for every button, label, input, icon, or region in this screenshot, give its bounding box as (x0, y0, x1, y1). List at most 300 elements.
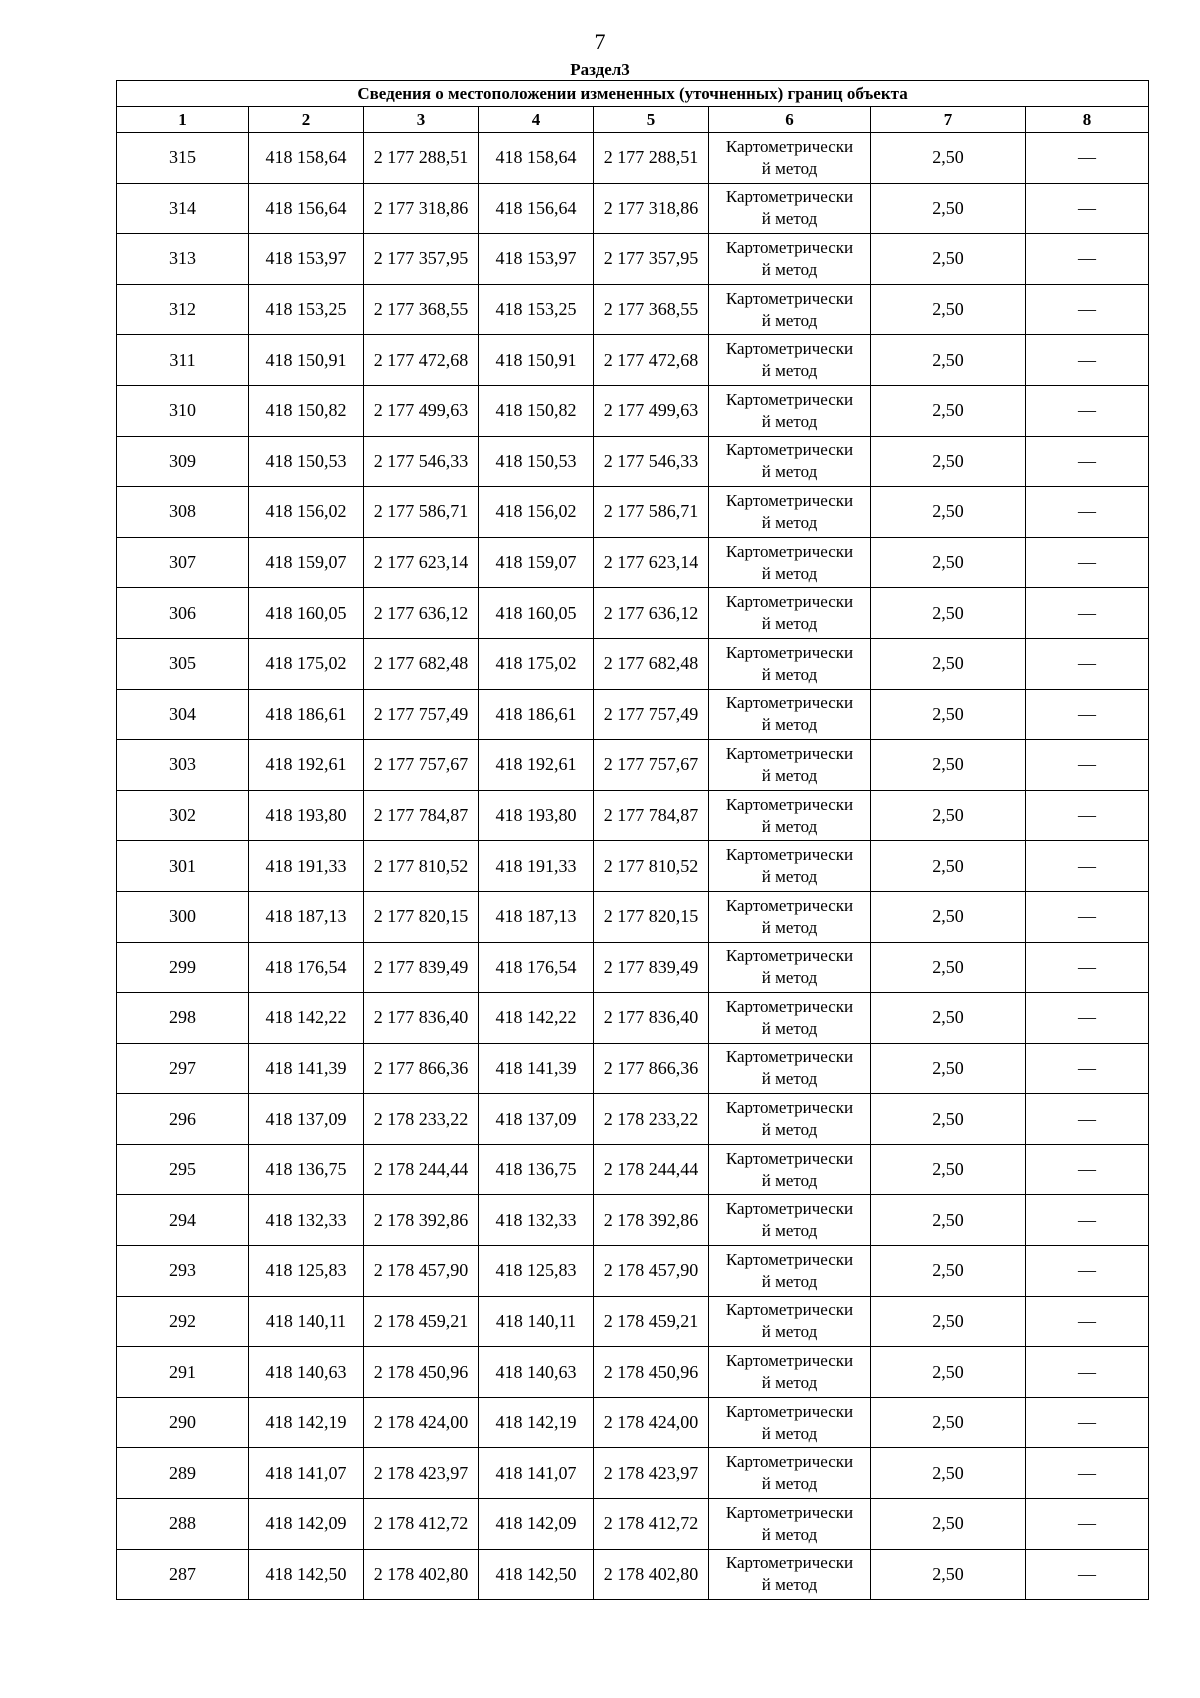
method-line-1: Картометрически (725, 1401, 854, 1421)
y-prev-cell: 2 177 368,55 (364, 284, 479, 335)
y-prev-cell: 2 177 866,36 (364, 1043, 479, 1094)
x-new-cell: 418 136,75 (479, 1144, 594, 1195)
y-new-cell: 2 177 357,95 (594, 234, 709, 285)
column-header: 3 (364, 107, 479, 133)
column-header: 1 (117, 107, 249, 133)
accuracy-cell: 2,50 (871, 385, 1026, 436)
note-cell: — (1026, 436, 1149, 487)
method-line-2: й метод (761, 209, 818, 229)
y-new-cell: 2 177 546,33 (594, 436, 709, 487)
note-cell: — (1026, 1144, 1149, 1195)
method-line-2: й метод (761, 158, 818, 178)
method-cell (709, 234, 871, 285)
method-cell (709, 1043, 871, 1094)
method-line-1: Картометрически (725, 895, 854, 915)
y-new-cell: 2 177 368,55 (594, 284, 709, 335)
accuracy-cell: 2,50 (871, 183, 1026, 234)
table-row (117, 638, 1149, 689)
column-header: 7 (871, 107, 1026, 133)
note-cell: — (1026, 689, 1149, 740)
y-prev-cell: 2 177 682,48 (364, 638, 479, 689)
table-row (117, 234, 1149, 285)
method-cell (709, 487, 871, 538)
method-line-2: й метод (761, 1120, 818, 1140)
method-cell (709, 588, 871, 639)
accuracy-cell: 2,50 (871, 284, 1026, 335)
point-number-cell: 294 (117, 1195, 249, 1246)
point-number-cell: 303 (117, 740, 249, 791)
y-new-cell: 2 177 836,40 (594, 993, 709, 1044)
method-cell (709, 689, 871, 740)
x-prev-cell: 418 187,13 (249, 891, 364, 942)
x-prev-cell: 418 158,64 (249, 133, 364, 184)
x-prev-cell: 418 192,61 (249, 740, 364, 791)
accuracy-cell: 2,50 (871, 436, 1026, 487)
accuracy-cell: 2,50 (871, 1094, 1026, 1145)
y-new-cell: 2 177 820,15 (594, 891, 709, 942)
point-number-cell: 300 (117, 891, 249, 942)
accuracy-cell: 2,50 (871, 1549, 1026, 1600)
point-number-cell: 310 (117, 385, 249, 436)
accuracy-cell: 2,50 (871, 689, 1026, 740)
y-prev-cell: 2 177 757,67 (364, 740, 479, 791)
point-number-cell: 314 (117, 183, 249, 234)
accuracy-cell: 2,50 (871, 1448, 1026, 1499)
x-new-cell: 418 160,05 (479, 588, 594, 639)
note-cell: — (1026, 1347, 1149, 1398)
table-row (117, 487, 1149, 538)
x-prev-cell: 418 125,83 (249, 1246, 364, 1297)
accuracy-cell: 2,50 (871, 1296, 1026, 1347)
method-line-1: Картометрически (725, 996, 854, 1016)
x-prev-cell: 418 153,25 (249, 284, 364, 335)
y-prev-cell: 2 178 450,96 (364, 1347, 479, 1398)
method-line-1: Картометрически (725, 490, 854, 510)
method-line-2: й метод (761, 563, 818, 583)
y-prev-cell: 2 177 836,40 (364, 993, 479, 1044)
x-prev-cell: 418 150,91 (249, 335, 364, 386)
y-prev-cell: 2 178 402,80 (364, 1549, 479, 1600)
table-row (117, 740, 1149, 791)
y-prev-cell: 2 177 636,12 (364, 588, 479, 639)
table-row (117, 1549, 1149, 1600)
boundary-coordinates-table (116, 80, 1149, 1600)
table-row (117, 133, 1149, 184)
table-row (117, 1448, 1149, 1499)
table-caption: Сведения о местоположении измененных (уточненных) границ объекта (117, 81, 1149, 107)
y-prev-cell: 2 178 244,44 (364, 1144, 479, 1195)
x-prev-cell: 418 140,63 (249, 1347, 364, 1398)
table-row (117, 537, 1149, 588)
y-new-cell: 2 177 682,48 (594, 638, 709, 689)
y-new-cell: 2 177 757,49 (594, 689, 709, 740)
x-prev-cell: 418 150,82 (249, 385, 364, 436)
method-cell (709, 436, 871, 487)
point-number-cell: 307 (117, 537, 249, 588)
x-new-cell: 418 186,61 (479, 689, 594, 740)
point-number-cell: 308 (117, 487, 249, 538)
y-prev-cell: 2 177 546,33 (364, 436, 479, 487)
y-prev-cell: 2 177 288,51 (364, 133, 479, 184)
method-cell (709, 1094, 871, 1145)
accuracy-cell: 2,50 (871, 891, 1026, 942)
x-prev-cell: 418 141,07 (249, 1448, 364, 1499)
x-new-cell: 418 156,64 (479, 183, 594, 234)
note-cell: — (1026, 385, 1149, 436)
method-line-2: й метод (761, 968, 818, 988)
method-line-2: й метод (761, 1170, 818, 1190)
point-number-cell: 287 (117, 1549, 249, 1600)
method-line-1: Картометрически (725, 642, 854, 662)
y-prev-cell: 2 177 318,86 (364, 183, 479, 234)
accuracy-cell: 2,50 (871, 1499, 1026, 1550)
y-prev-cell: 2 177 784,87 (364, 790, 479, 841)
method-line-2: й метод (761, 1069, 818, 1089)
y-new-cell: 2 178 402,80 (594, 1549, 709, 1600)
y-new-cell: 2 177 757,67 (594, 740, 709, 791)
table-row (117, 942, 1149, 993)
method-line-2: й метод (761, 361, 818, 381)
method-line-2: й метод (761, 411, 818, 431)
table-row (117, 1296, 1149, 1347)
x-new-cell: 418 140,63 (479, 1347, 594, 1398)
y-prev-cell: 2 178 457,90 (364, 1246, 479, 1297)
point-number-cell: 315 (117, 133, 249, 184)
y-new-cell: 2 178 459,21 (594, 1296, 709, 1347)
y-new-cell: 2 178 450,96 (594, 1347, 709, 1398)
point-number-cell: 304 (117, 689, 249, 740)
y-new-cell: 2 177 866,36 (594, 1043, 709, 1094)
y-new-cell: 2 177 810,52 (594, 841, 709, 892)
y-new-cell: 2 178 423,97 (594, 1448, 709, 1499)
method-line-2: й метод (761, 259, 818, 279)
y-new-cell: 2 178 412,72 (594, 1499, 709, 1550)
table-row (117, 183, 1149, 234)
method-line-1: Картометрически (725, 1047, 854, 1067)
x-new-cell: 418 193,80 (479, 790, 594, 841)
method-cell (709, 993, 871, 1044)
point-number-cell: 296 (117, 1094, 249, 1145)
y-prev-cell: 2 178 423,97 (364, 1448, 479, 1499)
y-prev-cell: 2 177 757,49 (364, 689, 479, 740)
column-header: 4 (479, 107, 594, 133)
method-cell (709, 841, 871, 892)
y-prev-cell: 2 178 412,72 (364, 1499, 479, 1550)
x-prev-cell: 418 153,97 (249, 234, 364, 285)
x-prev-cell: 418 142,50 (249, 1549, 364, 1600)
point-number-cell: 299 (117, 942, 249, 993)
method-line-1: Картометрически (725, 288, 854, 308)
method-line-2: й метод (761, 816, 818, 836)
method-line-1: Картометрически (725, 187, 854, 207)
method-cell (709, 537, 871, 588)
method-line-2: й метод (761, 917, 818, 937)
method-cell (709, 1347, 871, 1398)
accuracy-cell: 2,50 (871, 234, 1026, 285)
x-prev-cell: 418 160,05 (249, 588, 364, 639)
x-prev-cell: 418 142,19 (249, 1397, 364, 1448)
table-row (117, 588, 1149, 639)
x-new-cell: 418 125,83 (479, 1246, 594, 1297)
x-new-cell: 418 192,61 (479, 740, 594, 791)
x-prev-cell: 418 137,09 (249, 1094, 364, 1145)
method-line-2: й метод (761, 1524, 818, 1544)
y-new-cell: 2 177 499,63 (594, 385, 709, 436)
accuracy-cell: 2,50 (871, 1144, 1026, 1195)
point-number-cell: 295 (117, 1144, 249, 1195)
point-number-cell: 293 (117, 1246, 249, 1297)
table-row (117, 284, 1149, 335)
y-new-cell: 2 177 636,12 (594, 588, 709, 639)
table-row (117, 1144, 1149, 1195)
accuracy-cell: 2,50 (871, 1043, 1026, 1094)
x-prev-cell: 418 191,33 (249, 841, 364, 892)
table-body (117, 133, 1149, 1600)
method-cell (709, 1296, 871, 1347)
column-header: 2 (249, 107, 364, 133)
point-number-cell: 311 (117, 335, 249, 386)
x-prev-cell: 418 175,02 (249, 638, 364, 689)
table-row (117, 335, 1149, 386)
accuracy-cell: 2,50 (871, 638, 1026, 689)
method-line-2: й метод (761, 1018, 818, 1038)
y-new-cell: 2 178 244,44 (594, 1144, 709, 1195)
table-row (117, 1499, 1149, 1550)
note-cell: — (1026, 1499, 1149, 1550)
accuracy-cell: 2,50 (871, 1195, 1026, 1246)
x-new-cell: 418 142,50 (479, 1549, 594, 1600)
note-cell: — (1026, 1448, 1149, 1499)
table-row (117, 993, 1149, 1044)
method-cell (709, 942, 871, 993)
method-line-1: Картометрически (725, 237, 854, 257)
method-cell (709, 385, 871, 436)
method-line-1: Картометрически (725, 339, 854, 359)
note-cell: — (1026, 284, 1149, 335)
method-line-1: Картометрически (725, 1351, 854, 1371)
note-cell: — (1026, 183, 1149, 234)
accuracy-cell: 2,50 (871, 537, 1026, 588)
accuracy-cell: 2,50 (871, 133, 1026, 184)
x-new-cell: 418 153,25 (479, 284, 594, 335)
y-prev-cell: 2 177 499,63 (364, 385, 479, 436)
table-row (117, 1246, 1149, 1297)
x-new-cell: 418 175,02 (479, 638, 594, 689)
method-line-1: Картометрически (725, 946, 854, 966)
method-cell (709, 1549, 871, 1600)
method-cell (709, 1448, 871, 1499)
point-number-cell: 292 (117, 1296, 249, 1347)
x-prev-cell: 418 150,53 (249, 436, 364, 487)
point-number-cell: 302 (117, 790, 249, 841)
method-line-2: й метод (761, 1423, 818, 1443)
method-line-2: й метод (761, 1271, 818, 1291)
accuracy-cell: 2,50 (871, 588, 1026, 639)
accuracy-cell: 2,50 (871, 740, 1026, 791)
point-number-cell: 289 (117, 1448, 249, 1499)
method-line-2: й метод (761, 715, 818, 735)
x-new-cell: 418 142,22 (479, 993, 594, 1044)
method-line-1: Картометрически (725, 1148, 854, 1168)
section-label: Раздел3 (570, 60, 630, 79)
point-number-cell: 301 (117, 841, 249, 892)
note-cell: — (1026, 1043, 1149, 1094)
column-header: 8 (1026, 107, 1149, 133)
accuracy-cell: 2,50 (871, 993, 1026, 1044)
y-prev-cell: 2 177 839,49 (364, 942, 479, 993)
table-row (117, 385, 1149, 436)
x-prev-cell: 418 141,39 (249, 1043, 364, 1094)
method-line-1: Картометрически (725, 845, 854, 865)
point-number-cell: 291 (117, 1347, 249, 1398)
accuracy-cell: 2,50 (871, 1347, 1026, 1398)
x-prev-cell: 418 136,75 (249, 1144, 364, 1195)
accuracy-cell: 2,50 (871, 487, 1026, 538)
x-new-cell: 418 191,33 (479, 841, 594, 892)
method-line-2: й метод (761, 1221, 818, 1241)
table-row (117, 1195, 1149, 1246)
note-cell: — (1026, 1549, 1149, 1600)
note-cell: — (1026, 133, 1149, 184)
method-cell (709, 1397, 871, 1448)
method-line-1: Картометрически (725, 794, 854, 814)
x-new-cell: 418 141,39 (479, 1043, 594, 1094)
method-line-1: Картометрически (725, 1199, 854, 1219)
method-line-2: й метод (761, 614, 818, 634)
point-number-cell: 313 (117, 234, 249, 285)
accuracy-cell: 2,50 (871, 790, 1026, 841)
column-header-row (117, 107, 1149, 133)
y-prev-cell: 2 178 233,22 (364, 1094, 479, 1145)
y-prev-cell: 2 177 623,14 (364, 537, 479, 588)
x-new-cell: 418 132,33 (479, 1195, 594, 1246)
point-number-cell: 312 (117, 284, 249, 335)
note-cell: — (1026, 537, 1149, 588)
note-cell: — (1026, 335, 1149, 386)
method-cell (709, 1246, 871, 1297)
method-line-1: Картометрически (725, 743, 854, 763)
x-prev-cell: 418 156,02 (249, 487, 364, 538)
x-prev-cell: 418 176,54 (249, 942, 364, 993)
y-new-cell: 2 178 424,00 (594, 1397, 709, 1448)
method-cell (709, 740, 871, 791)
accuracy-cell: 2,50 (871, 335, 1026, 386)
x-new-cell: 418 187,13 (479, 891, 594, 942)
x-prev-cell: 418 159,07 (249, 537, 364, 588)
y-new-cell: 2 177 288,51 (594, 133, 709, 184)
method-line-2: й метод (761, 1474, 818, 1494)
x-new-cell: 418 141,07 (479, 1448, 594, 1499)
table-row (117, 1043, 1149, 1094)
x-new-cell: 418 150,82 (479, 385, 594, 436)
y-prev-cell: 2 178 459,21 (364, 1296, 479, 1347)
point-number-cell: 298 (117, 993, 249, 1044)
method-cell (709, 183, 871, 234)
method-cell (709, 891, 871, 942)
y-prev-cell: 2 177 357,95 (364, 234, 479, 285)
x-new-cell: 418 137,09 (479, 1094, 594, 1145)
note-cell: — (1026, 588, 1149, 639)
point-number-cell: 288 (117, 1499, 249, 1550)
method-line-1: Картометрически (725, 440, 854, 460)
x-new-cell: 418 142,09 (479, 1499, 594, 1550)
table-row (117, 1094, 1149, 1145)
method-line-1: Картометрически (725, 1098, 854, 1118)
method-line-2: й метод (761, 867, 818, 887)
method-line-1: Картометрически (725, 1300, 854, 1320)
x-new-cell: 418 158,64 (479, 133, 594, 184)
point-number-cell: 290 (117, 1397, 249, 1448)
x-new-cell: 418 159,07 (479, 537, 594, 588)
accuracy-cell: 2,50 (871, 1397, 1026, 1448)
x-new-cell: 418 176,54 (479, 942, 594, 993)
x-prev-cell: 418 142,22 (249, 993, 364, 1044)
table-row (117, 891, 1149, 942)
method-line-1: Картометрически (725, 592, 854, 612)
y-new-cell: 2 177 472,68 (594, 335, 709, 386)
note-cell: — (1026, 1094, 1149, 1145)
table-row (117, 1397, 1149, 1448)
y-new-cell: 2 177 586,71 (594, 487, 709, 538)
page-number: 7 (594, 29, 606, 54)
note-cell: — (1026, 1246, 1149, 1297)
method-cell (709, 638, 871, 689)
note-cell: — (1026, 942, 1149, 993)
note-cell: — (1026, 1296, 1149, 1347)
x-new-cell: 418 156,02 (479, 487, 594, 538)
method-line-2: й метод (761, 1322, 818, 1342)
method-line-2: й метод (761, 1575, 818, 1595)
y-new-cell: 2 177 318,86 (594, 183, 709, 234)
method-line-1: Картометрически (725, 693, 854, 713)
y-new-cell: 2 178 233,22 (594, 1094, 709, 1145)
y-prev-cell: 2 177 810,52 (364, 841, 479, 892)
x-prev-cell: 418 142,09 (249, 1499, 364, 1550)
method-line-1: Картометрически (725, 1249, 854, 1269)
method-line-1: Картометрически (725, 541, 854, 561)
method-cell (709, 1144, 871, 1195)
method-line-1: Картометрически (725, 136, 854, 156)
method-line-1: Картометрически (725, 1553, 854, 1573)
note-cell: — (1026, 234, 1149, 285)
x-prev-cell: 418 132,33 (249, 1195, 364, 1246)
method-line-2: й метод (761, 462, 818, 482)
method-line-2: й метод (761, 664, 818, 684)
column-header: 6 (709, 107, 871, 133)
point-number-cell: 305 (117, 638, 249, 689)
method-cell (709, 335, 871, 386)
x-prev-cell: 418 156,64 (249, 183, 364, 234)
note-cell: — (1026, 790, 1149, 841)
table-row (117, 1347, 1149, 1398)
x-new-cell: 418 140,11 (479, 1296, 594, 1347)
table-row (117, 689, 1149, 740)
x-new-cell: 418 150,91 (479, 335, 594, 386)
x-new-cell: 418 150,53 (479, 436, 594, 487)
note-cell: — (1026, 891, 1149, 942)
point-number-cell: 309 (117, 436, 249, 487)
note-cell: — (1026, 638, 1149, 689)
y-prev-cell: 2 177 586,71 (364, 487, 479, 538)
method-line-1: Картометрически (725, 1452, 854, 1472)
x-prev-cell: 418 193,80 (249, 790, 364, 841)
x-new-cell: 418 142,19 (479, 1397, 594, 1448)
accuracy-cell: 2,50 (871, 942, 1026, 993)
note-cell: — (1026, 841, 1149, 892)
note-cell: — (1026, 487, 1149, 538)
note-cell: — (1026, 993, 1149, 1044)
y-new-cell: 2 177 839,49 (594, 942, 709, 993)
